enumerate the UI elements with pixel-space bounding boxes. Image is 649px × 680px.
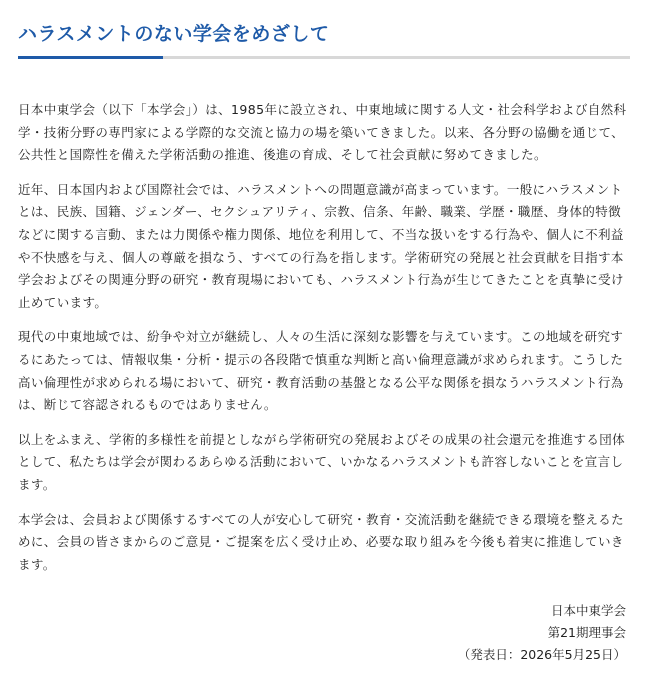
title-divider (18, 56, 630, 59)
signature-organization: 日本中東学会 (550, 603, 626, 618)
page-title: ハラスメントのない学会をめざして (18, 23, 330, 45)
signature-block (458, 600, 626, 666)
paragraph-commitment: 本学会は、会員および関係するすべての人が安心して研究・教育・交流活動を継続できる環境を整えるために、会員の皆さまからのご意見・ご提案を広く受け止め、必要な取り組みを今後も着実に推進していきます。 (18, 511, 625, 572)
paragraph-founding: 日本中東学会（以下「本学会」）は、1985年に設立され、中東地域に関する人文・社会科学および自然科学・技術分野の専門家による学際的な交流と協力の場を築いてきました。以来、各分野の協働を通じて、公共性と国際性を備えた学術活動の推進、後進の育成、そして社会貢献に努めてきました。 (18, 102, 627, 163)
title-divider-accent (18, 56, 163, 59)
paragraph-middle-east-context: 現代の中東地域では、紛争や対立が継続し、人々の生活に深刻な影響を与えています。この地域を研究するにあたっては、情報収集・分析・提示の各段階で慎重な判断と高い倫理意識が求められます。こうした高い倫理性が求められる場において、研究・教育活動の基盤となる公平な関係を損なうハラスメント行為は、断じて容認されるものではありません。 (18, 329, 624, 413)
signature-date: （発表日：2026年5月25日） (457, 647, 626, 662)
statement-body (18, 99, 630, 576)
signature-board: 第21期理事会 (547, 625, 626, 640)
statement-page (18, 0, 630, 588)
paragraph-declaration: 以上をふまえ、学術的多様性を前提としながら学術研究の発展およびその成果の社会還元を推進する団体として、私たちは学会が関わるあらゆる活動において、いかなるハラスメントも許容しないことを宣言します。 (18, 431, 626, 492)
paragraph-harassment-definition: 近年、日本国内および国際社会では、ハラスメントへの問題意識が高まっています。一般にハラスメントとは、民族、国籍、ジェンダー、セクシュアリティ、宗教、信条、年齢、職業、学歴・職歴、身体的特徴などに関する言動、または力関係や権力関係、地位を利用して、不当な扱いをする行為や、個人に不利益や不快感を与え、個人の尊厳を損なう、すべての行為を指します。学術研究の発展と社会貢献を目指す本学会およびその関連分野の研究・教育現場においても、ハラスメント行為が生じてきたことを真摯に受け止めています。 (18, 181, 624, 310)
